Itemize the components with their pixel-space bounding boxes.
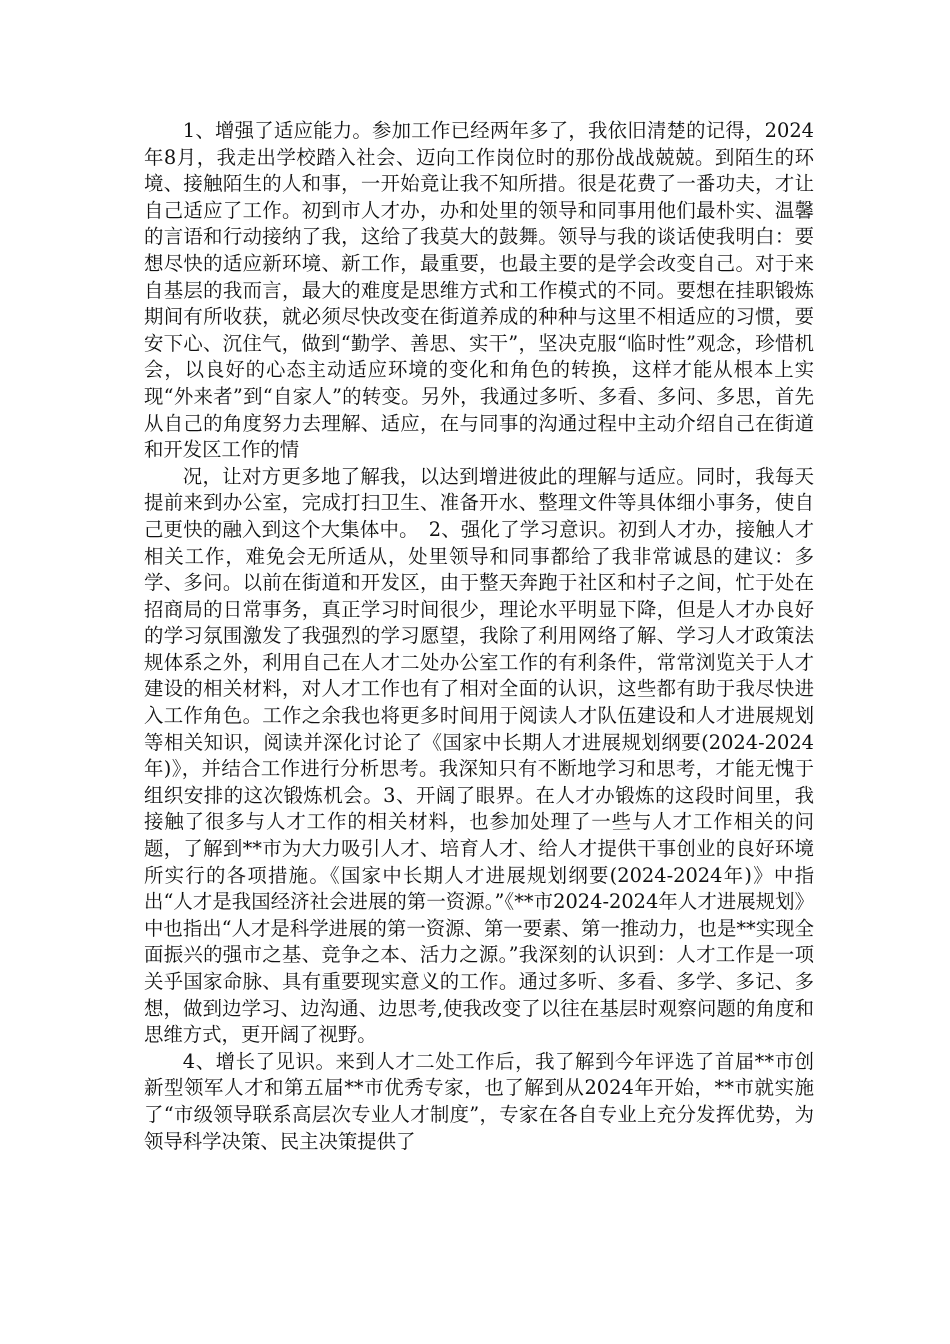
document-body <box>144 118 814 1155</box>
paragraph-learning-and-horizons: 况，让对方更多地了解我，以达到增进彼此的理解与适应。同时，我每天提前来到办公室，完成打扫卫生、准备开水、整理文件等具体细小事务，使自己更快的融入到这个大集体中。 2、强化了学习意识。初到人才办，接触人才相关工作，难免会无所适从，处里领导和同事都给了我非常诚恳的建议：多学、多问。以前在街道和开发区，由于整天奔跑于社区和村子之间，忙于处在招商局的日常事务，真正学习时间很少，理论水平明显下降，但是人才办良好的学习氛围激发了我强烈的学习愿望，我除了利用网络了解、学习人才政策法规体系之外，利用自己在人才二处办公室工作的有利条件，常常浏览关于人才建设的相关材料，对人才工作也有了相对全面的认识，这些都有助于我尽快进入工作角色。工作之余我也将更多时间用于阅读人才队伍建设和人才进展规划等相关知识，阅读并深化讨论了《国家中长期人才进展规划纲要(2024-2024年)》，并结合工作进行分析思考。我深知只有不断地学习和思考，才能无愧于组织安排的这次锻炼机会。3、开阔了眼界。在人才办锻炼的这段时间里，我接触了很多与人才工作的相关材料，也参加处理了一些与人才工作相关的问题，了解到**市为大力吸引人才、培育人才、给人才提供干事创业的良好环境所实行的各项措施。《国家中长期人才进展规划纲要(2024-2024年)》中指出“人才是我国经济社会进展的第一资源。”《**市2024-2024年人才进展规划》中也指出“人才是科学进展的第一资源、第一要素、第一推动力，也是**实现全面振兴的强市之基、竞争之本、活力之源。”我深刻的认识到：人才工作是一项关乎国家命脉、具有重要现实意义的工作。通过多听、多看、多学、多记、多想，做到边学习、边沟通、边思考,使我改变了以往在基层时观察问题的角度和思维方式，更开阔了视野。 <box>144 464 814 1047</box>
paragraph-adaptability: 1、增强了适应能力。参加工作已经两年多了，我依旧清楚的记得，2024年8月，我走出学校踏入社会、迈向工作岗位时的那份战战兢兢。到陌生的环境、接触陌生的人和事，一开始竟让我不知所措。很是花费了一番功夫，才让自己适应了工作。初到市人才办，办和处里的领导和同事用他们最朴实、温馨的言语和行动接纳了我，这给了我莫大的鼓舞。领导与我的谈话使我明白：要想尽快的适应新环境、新工作，最重要，也最主要的是学会改变自己。对于来自基层的我而言，最大的难度是思维方式和工作模式的不同。要想在挂职锻炼期间有所收获，就必须尽快改变在街道养成的种种与这里不相适应的习惯，要安下心、沉住气，做到“勤学、善思、实干”，坚决克服“临时性”观念，珍惜机会，以良好的心态主动适应环境的变化和角色的转换，这样才能从根本上实现“外来者”到“自家人”的转变。另外，我通过多听、多看、多问、多思，首先从自己的角度努力去理解、适应，在与同事的沟通过程中主动介绍自己在街道和开发区工作的情 <box>144 119 814 462</box>
paragraph-knowledge: 4、增长了见识。来到人才二处工作后，我了解到今年评选了首届**市创新型领军人才和第五届**市优秀专家，也了解到从2024年开始，**市就实施了“市级领导联系高层次专业人才制度”，专家在各自专业上充分发挥优势，为领导科学决策、民主决策提供了 <box>144 1049 814 1153</box>
